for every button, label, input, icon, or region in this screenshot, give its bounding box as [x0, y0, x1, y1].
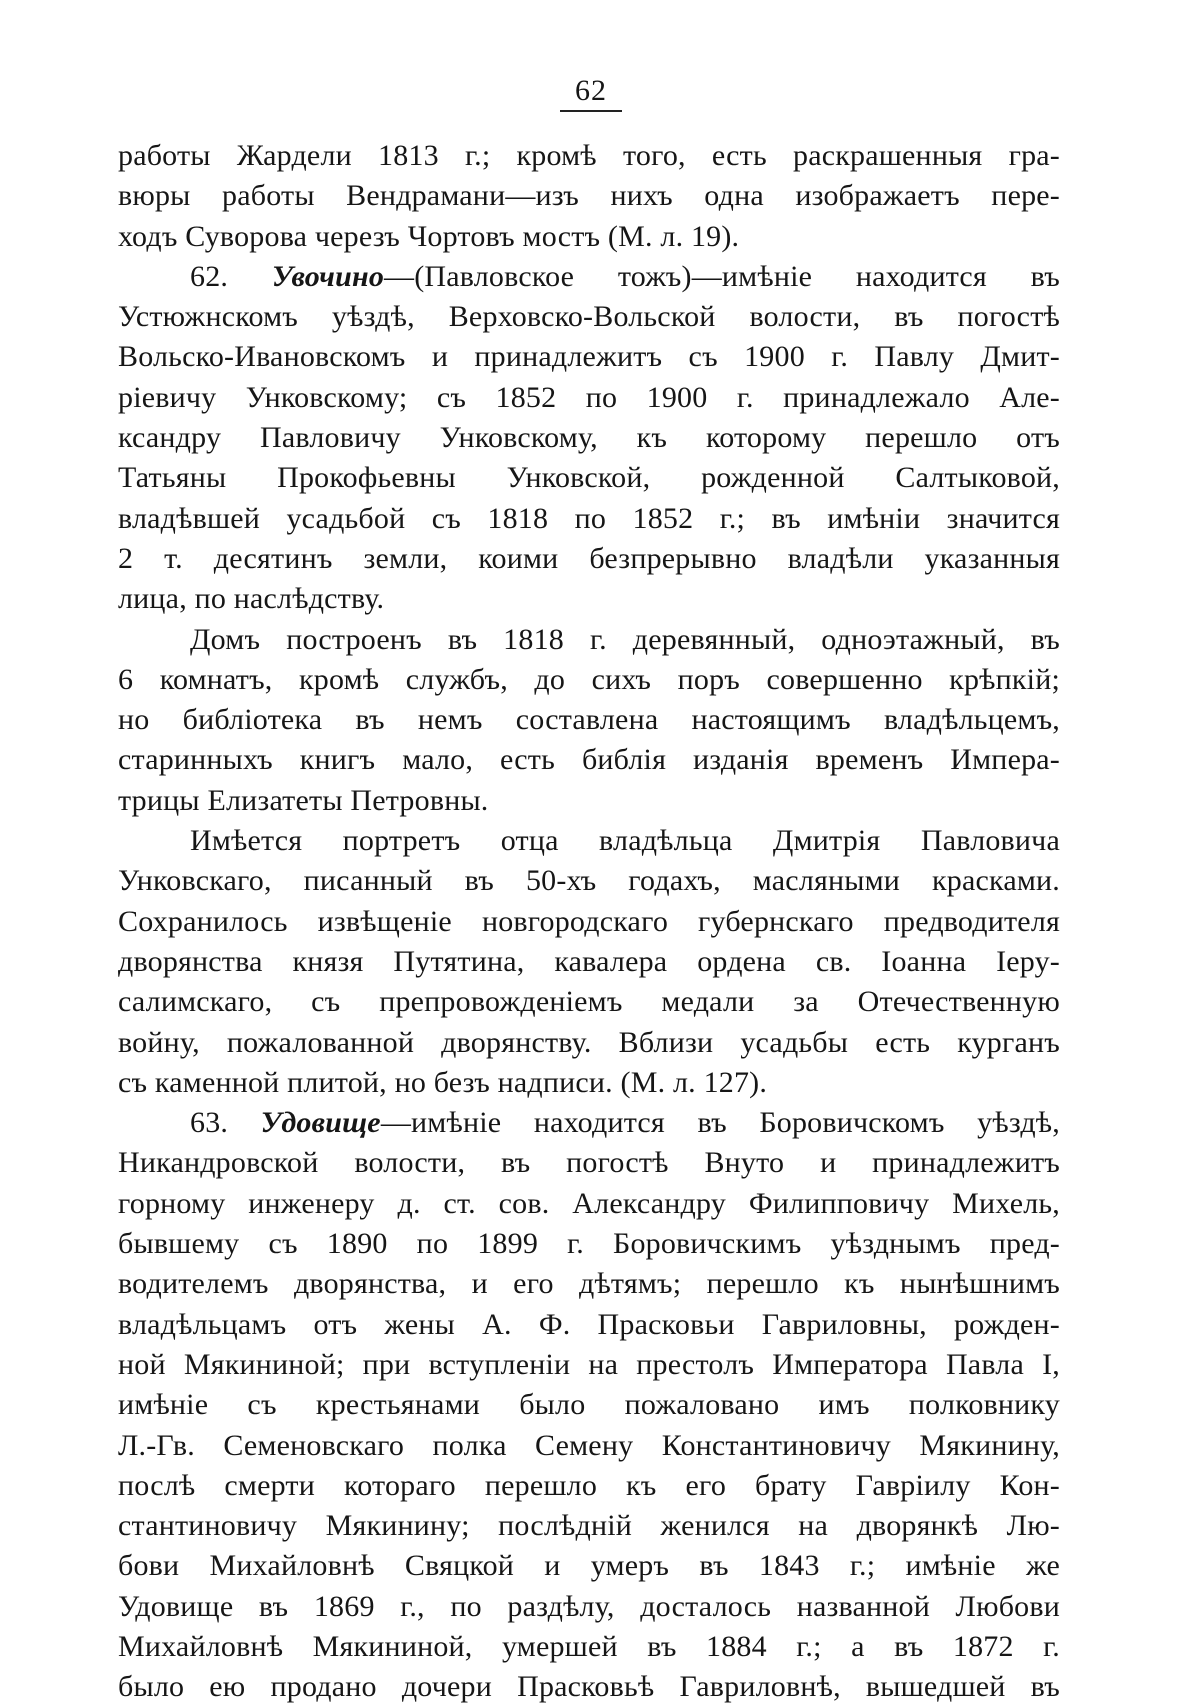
text-line: Унковскаго, писанный въ 50-хъ годахъ, масляными красками.: [118, 864, 1060, 898]
text-line: Удовище въ 1869 г., по раздѣлу, досталось названной Любови: [118, 1589, 1060, 1623]
text-line: водителемъ дворянства, и его дѣтямъ; перешло къ нынѣшнимъ: [118, 1267, 1060, 1301]
text-line: Устюжнскомъ уѣздѣ, Верховско-Вольской волости, въ погостѣ: [118, 300, 1060, 334]
text-line: ксандру Павловичу Унковскому, къ которому перешло отъ: [118, 421, 1060, 455]
text-line: Сохранилось извѣщеніе новгородскаго губернскаго предводителя: [118, 904, 1060, 938]
text-line: Татьяны Прокофьевны Унковской, рожденной Салтыковой,: [118, 461, 1060, 495]
text-line: имѣніе съ крестьянами было пожаловано имъ полковнику: [118, 1388, 1060, 1422]
text-line: бови Михайловнѣ Свяцкой и умеръ въ 1843 г.; имѣніе же: [118, 1549, 1060, 1583]
entry-text: —(Павловское тожъ)—имѣніе находится въ: [384, 259, 1060, 293]
text-line: горному инженеру д. ст. сов. Александру Филипповичу Михель,: [118, 1186, 1060, 1220]
text-line: владѣвшей усадьбой съ 1818 по 1852 г.; въ имѣніи значится: [118, 501, 1060, 535]
text-line: работы Жардели 1813 г.; кромѣ того, есть раскрашенныя гра-: [118, 139, 1060, 172]
text-line: дворянства князя Путятина, кавалера ордена св. Іоанна Іеру-: [118, 944, 1060, 978]
text-line: лица, по наслѣдству.: [118, 582, 385, 616]
text-line: [118, 1103, 1060, 1143]
entry-number: 62.: [190, 259, 272, 293]
text-line: владѣльцамъ отъ жены А. Ф. Прасковьи Гавриловны, рожден-: [118, 1307, 1060, 1341]
text-line: ріевичу Унковскому; съ 1852 по 1900 г. принадлежало Але-: [118, 380, 1060, 414]
text-line: съ каменной плитой, но безъ надписи. (М. л. 127).: [118, 1065, 768, 1099]
text-line: ной Мякининой; при вступленіи на престолъ Императора Павла I,: [118, 1347, 1060, 1381]
body-text: [118, 136, 1060, 1708]
text-line: вюры работы Вендрамани—изъ нихъ одна изображаетъ пере-: [118, 179, 1060, 213]
text-line: Домъ построенъ въ 1818 г. деревянный, одноэтажный, въ: [190, 622, 1060, 656]
text-line: Михайловнѣ Мякининой, умершей въ 1884 г.; а въ 1872 г.: [118, 1629, 1060, 1663]
text-line: но библіотека въ немъ составлена настоящимъ владѣльцемъ,: [118, 703, 1060, 737]
text-line: послѣ смерти котораго перешло къ его брату Гавріилу Кон-: [118, 1468, 1060, 1502]
text-line: Никандровской волости, въ погостѣ Внуто и принадлежитъ: [118, 1146, 1060, 1180]
text-line: [118, 257, 1060, 297]
page-number-underline: [560, 110, 622, 112]
text-line: 6 комнатъ, кромѣ службъ, до сихъ поръ совершенно крѣпкій;: [118, 662, 1060, 696]
entry-text: —имѣніе находится въ Боровичскомъ уѣздѣ,: [380, 1106, 1060, 1140]
text-line: салимскаго, съ препровожденіемъ медали за Отечественную: [118, 985, 1060, 1019]
text-line: ходъ Суворова черезъ Чортовъ мостъ (М. л. 19).: [118, 219, 740, 253]
page-number: 62: [575, 74, 607, 107]
text-line: 2 т. десятинъ земли, коими безпрерывно владѣли указанныя: [118, 541, 1060, 575]
text-line: трицы Елизатеты Петровны.: [118, 783, 489, 817]
text-line: старинныхъ книгъ мало, есть библія изданія временъ Импера-: [118, 743, 1060, 777]
text-line: бывшему съ 1890 по 1899 г. Боровичскимъ уѣзднымъ пред-: [118, 1227, 1060, 1261]
entry-heading: Увочино: [271, 259, 385, 293]
entry-number: 63.: [190, 1106, 261, 1140]
text-line: Вольско-Ивановскомъ и принадлежитъ съ 1900 г. Павлу Дмит-: [118, 340, 1060, 374]
text-line: Л.-Гв. Семеновскаго полка Семену Константиновичу Мякинину,: [118, 1428, 1060, 1462]
entry-heading: Удовище: [260, 1106, 381, 1140]
text-line: Имѣется портретъ отца владѣльца Дмитрія Павловича: [190, 824, 1060, 858]
text-line: стантиновичу Мякинину; послѣдній женился на дворянкѣ Лю-: [118, 1509, 1060, 1543]
text-line: войну, пожалованной дворянству. Вблизи усадьбы есть курганъ: [118, 1025, 1060, 1059]
text-line: было ею продано дочери Прасковьѣ Гавриловнѣ, вышедшей въ: [118, 1670, 1060, 1704]
